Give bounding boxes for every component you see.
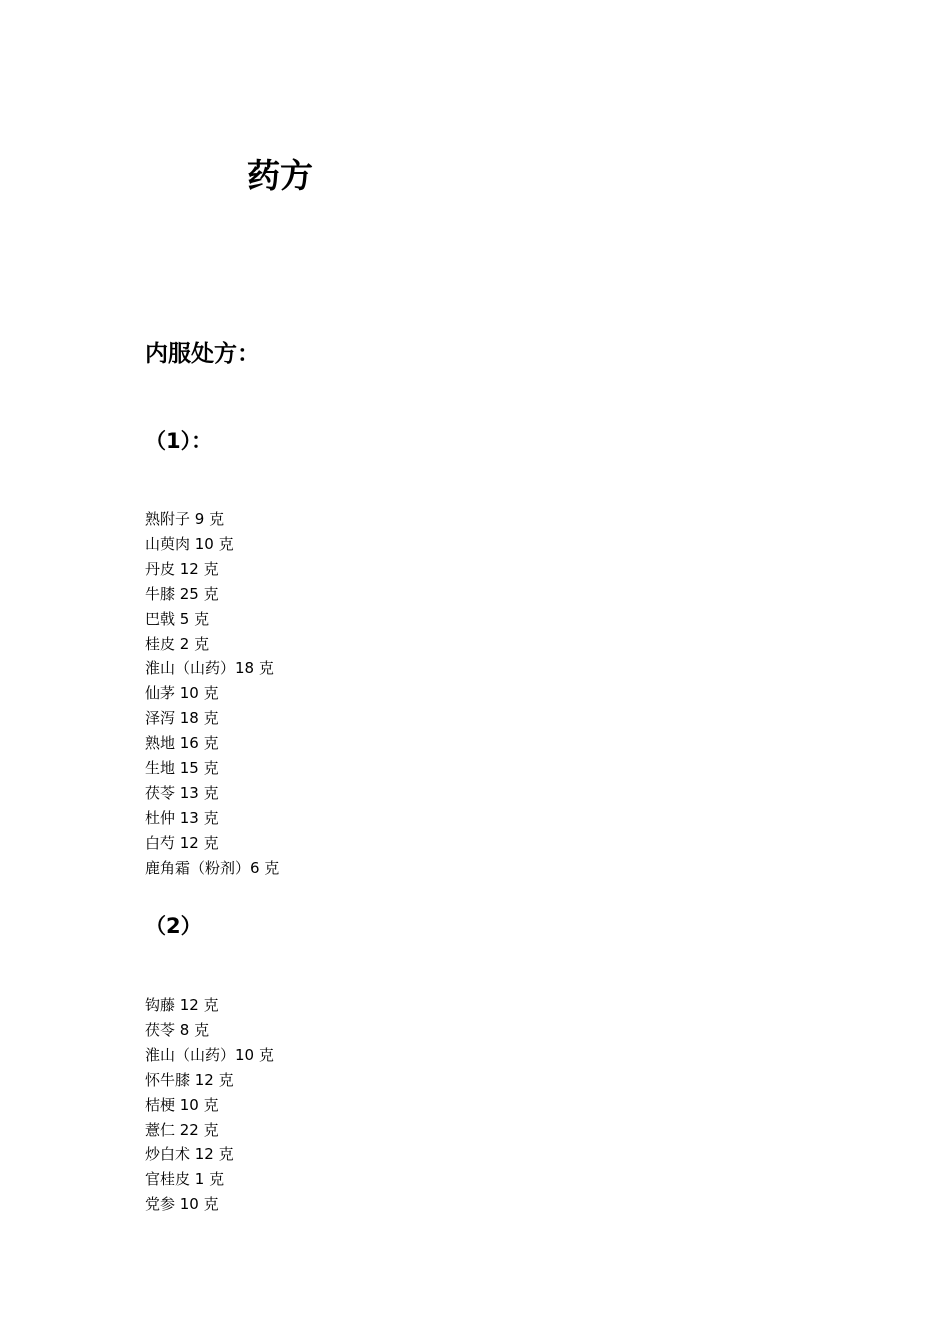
prescription-2-heading: （2） [145,914,202,938]
list-item: 茯苓 8 克 [145,1020,210,1039]
list-item: 桂皮 2 克 [145,634,210,653]
list-item: 巴戟 5 克 [145,609,210,628]
list-item: 钩藤 12 克 [145,996,219,1014]
prescription-1-heading: （1）： [145,429,213,453]
list-item: 淮山（山药）10 克 [145,1045,274,1064]
list-item: 党参 10 克 [145,1195,219,1214]
list-item: 淮山（山药）18 克 [145,659,274,678]
list-item: 熟地 16 克 [145,734,219,753]
list-item: 生地 15 克 [145,759,219,778]
list-item: 炒白术 12 克 [145,1145,234,1164]
list-item: 薏仁 22 克 [145,1120,219,1139]
document-title: 药方 [247,156,313,195]
prescription-1-list [145,507,279,881]
list-item: 怀牛膝 12 克 [145,1070,234,1089]
list-item: 山萸肉 10 克 [145,534,234,553]
list-item: 泽泻 18 克 [145,709,219,728]
list-item: 丹皮 12 克 [145,559,219,578]
prescription-2-list [145,993,274,1217]
list-item: 仙茅 10 克 [145,684,219,703]
list-item: 白芍 12 克 [145,833,219,852]
list-item: 杜仲 13 克 [145,808,219,827]
list-item: 熟附子 9 克 [145,510,225,528]
list-item: 牛膝 25 克 [145,584,219,603]
list-item: 鹿角霜（粉剂）6 克 [145,858,280,877]
list-item: 官桂皮 1 克 [145,1170,225,1189]
section-heading: 内服处方： [145,341,260,367]
list-item: 桔梗 10 克 [145,1095,219,1114]
list-item: 茯苓 13 克 [145,783,219,802]
